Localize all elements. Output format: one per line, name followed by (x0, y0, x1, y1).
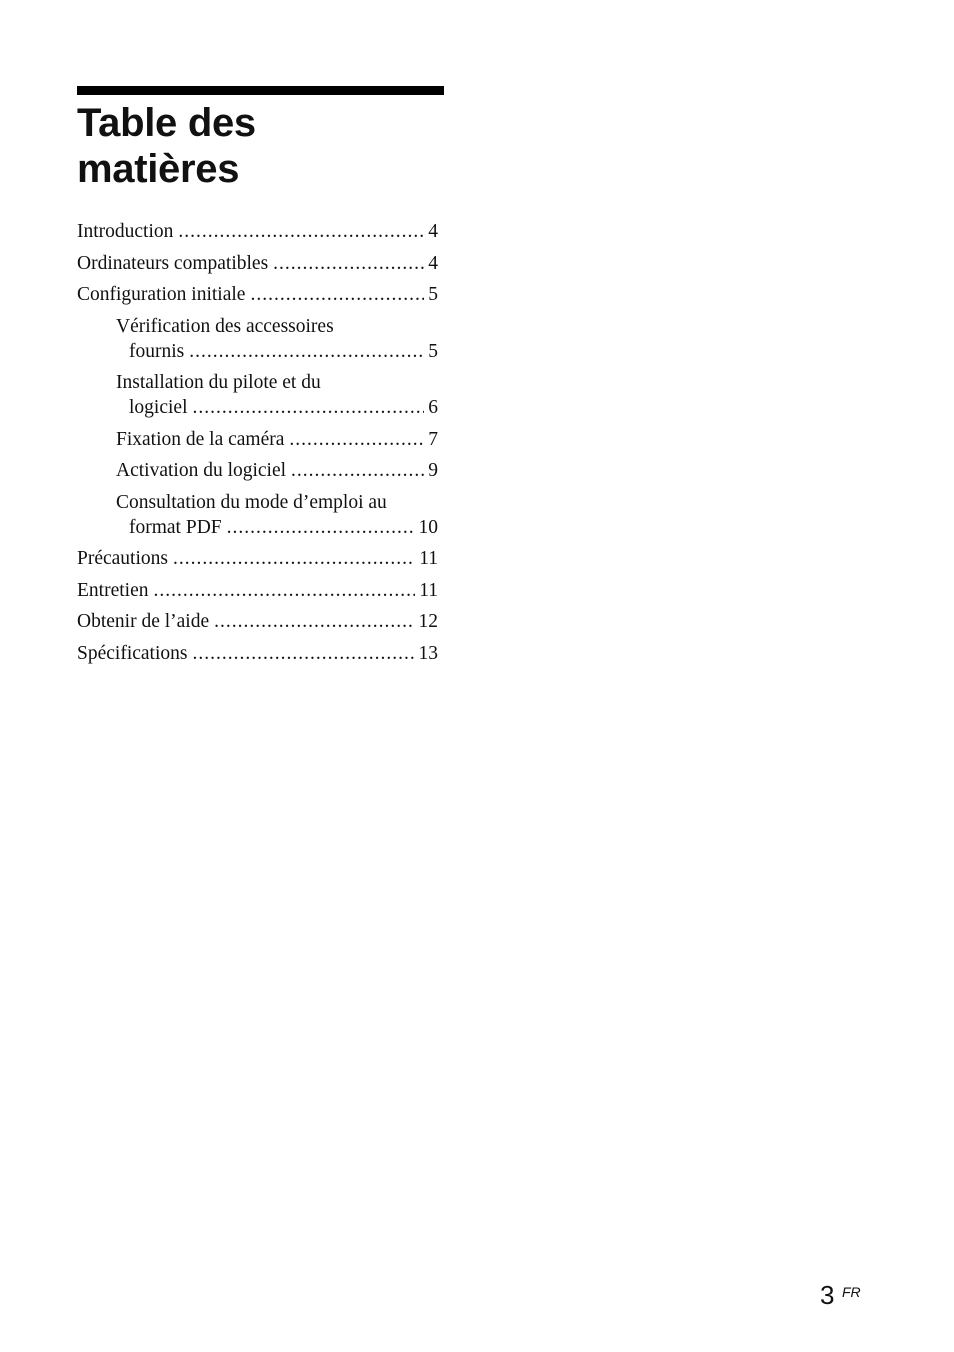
toc-entry-page: 6 (428, 397, 438, 418)
toc-entry-label: Ordinateurs compatibles (77, 252, 269, 274)
toc-entry-page: 4 (428, 252, 438, 274)
toc-entry-configuration-initiale[interactable] (77, 282, 438, 307)
toc-entry-obtenir-aide[interactable] (77, 609, 438, 634)
toc-leader-dots (192, 641, 414, 666)
toc-entry-ordinateurs-compatibles[interactable] (77, 251, 438, 276)
toc-leader-dots (189, 339, 424, 364)
toc-leader-dots (214, 609, 414, 634)
toc-entry-page: 5 (428, 284, 438, 305)
toc-leader-dots (289, 427, 424, 452)
page-title-line-2: matières (77, 147, 240, 191)
toc-entry-label: Configuration initiale (77, 284, 246, 305)
toc-leader-dots (153, 578, 415, 603)
toc-entry-page: 9 (428, 460, 438, 481)
toc-entry-page: 7 (428, 428, 438, 450)
page-title-line-1: Table des (77, 101, 256, 145)
toc-entry-page: 13 (418, 642, 438, 664)
toc-leader-dots (173, 546, 415, 571)
toc-entry-entretien[interactable] (77, 578, 438, 603)
toc-entry-verification-accessoires[interactable] (116, 314, 438, 364)
toc-entry-label: Spécifications (77, 642, 188, 664)
toc-entry-activation-logiciel[interactable] (116, 458, 438, 483)
toc-entry-consultation-mode-emploi[interactable] (116, 490, 438, 540)
toc-entry-label: Obtenir de l’aide (77, 611, 210, 632)
toc-entry-introduction[interactable] (77, 219, 438, 244)
language-code: FR (842, 1284, 861, 1300)
page-title (77, 100, 256, 192)
toc-entry-page: 12 (418, 611, 438, 632)
toc-leader-dots (227, 515, 415, 540)
toc-entry-label: Précautions (77, 548, 168, 569)
toc-entry-label: logiciel (129, 397, 188, 418)
toc-entry-page: 11 (419, 579, 438, 601)
toc-entry-first-line: Vérification des accessoires (116, 315, 334, 337)
toc-entry-page: 4 (428, 221, 438, 242)
toc-leader-dots (273, 251, 424, 276)
toc-entry-specifications[interactable] (77, 641, 438, 666)
toc-entry-first-line: Installation du pilote et du (116, 372, 321, 393)
toc-entry-fixation-camera[interactable] (116, 427, 438, 452)
toc-entry-label: format PDF (129, 516, 222, 538)
toc-entry-label: Activation du logiciel (116, 460, 287, 481)
toc-entry-page: 11 (419, 548, 438, 569)
table-of-contents (77, 219, 438, 672)
toc-entry-installation-pilote[interactable] (116, 370, 438, 420)
toc-entry-label: Fixation de la caméra (116, 428, 285, 450)
title-rule (77, 86, 444, 95)
toc-leader-dots (178, 219, 424, 244)
toc-leader-dots (192, 395, 424, 420)
page-number: 3 (820, 1280, 835, 1310)
toc-leader-dots (291, 458, 424, 483)
toc-entry-label: Introduction (77, 221, 174, 242)
toc-entry-label: fournis (129, 340, 185, 362)
toc-entry-precautions[interactable] (77, 546, 438, 571)
toc-entry-page: 5 (428, 340, 438, 362)
toc-leader-dots (250, 282, 424, 307)
toc-entry-page: 10 (418, 516, 438, 538)
toc-entry-label: Entretien (77, 579, 149, 601)
toc-entry-first-line: Consultation du mode d’emploi au (116, 491, 387, 513)
